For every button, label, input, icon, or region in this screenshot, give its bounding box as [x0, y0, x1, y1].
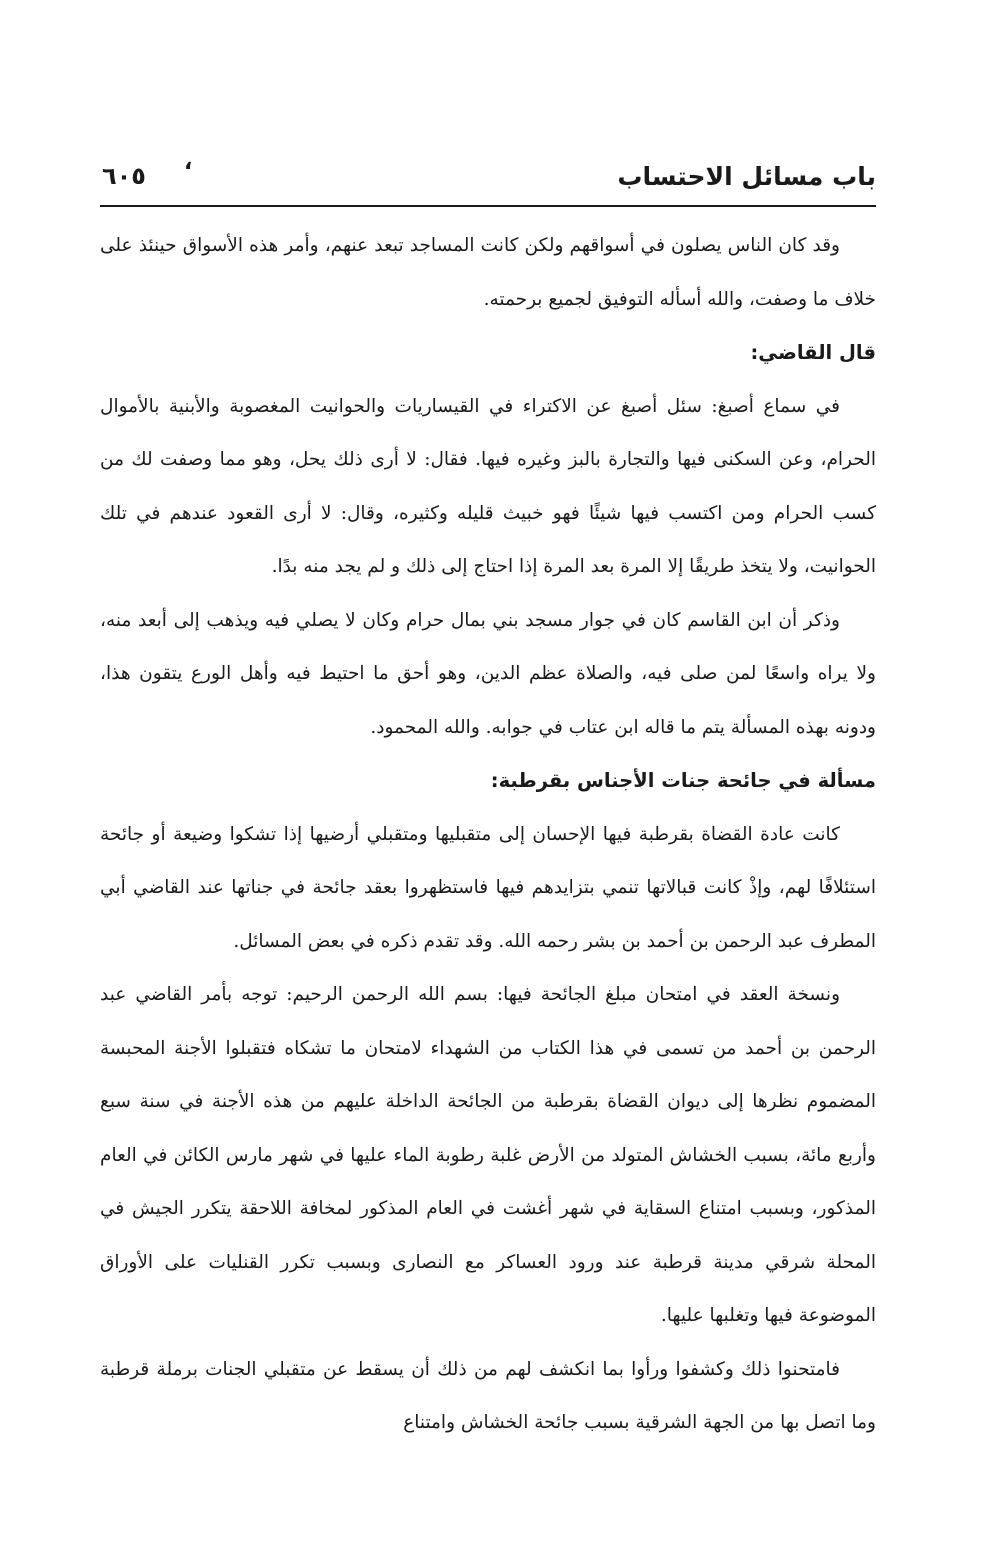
section-heading: مسألة في جائحة جنات الأجناس بقرطبة:: [490, 769, 876, 792]
page-body: [100, 219, 876, 1450]
paragraph: وقد كان الناس يصلون في أسواقهم ولكن كانت المساجد تبعد عنهم، وأمر هذه الأسواق حينئذ على خلاف ما وصفت، والله أسأله التوفيق لجميع برحمته.: [100, 235, 876, 310]
paragraph: ونسخة العقد في امتحان مبلغ الجائحة فيها: بسم الله الرحمن الرحيم: توجه بأمر القاضي عبد الرحمن بن أحمد من تسمى في هذا الكتاب من الشهداء لامتحان ما تشكاه فتقبلوا الأجنة المحبسة المضموم نظرها إلى ديوان القضاة بقرطبة من الجائحة الداخلة عليهم من هذه الأجنة في سنة سبع وأربع مائة، بسبب الخشاش المتولد من الأرض غلبة رطوبة الماء عليها في شهر مارس الكائن في العام المذكور، وبسبب امتناع السقاية في شهر أغشت في العام المذكور لمخافة اللاحقة يتكرر الجيش في المحلة شرقي مدينة قرطبة عند ورود العساكر مع النصارى وبسبب تكرر القنليات على الأوراق الموضوعة فيها وتغلبها عليها.: [100, 984, 876, 1326]
running-header: [100, 150, 876, 202]
paragraph: وذكر أن ابن القاسم كان في جوار مسجد بني بمال حرام وكان لا يصلي فيه ويذهب إلى أبعد منه، ولا يراه واسعًا لمن صلى فيه، والصلاة عظم الدين، وهو أحق ما احتيط فيه وأهل الورع يتقون هذا، ودونه بهذه المسألة يتم ما قاله ابن عتاب في جوابه. والله المحمود.: [100, 609, 876, 738]
page-number: ٦٠٥: [102, 162, 146, 190]
chapter-title: باب مسائل الاحتساب: [617, 162, 876, 191]
paragraph: في سماع أصبغ: سئل أصبغ عن الاكتراء في القيساريات والحوانيت المغصوبة والأبنية بالأموال الحرام، وعن السكنى فيها والتجارة بالبز وغيره فيها. فقال: لا أرى ذلك يحل، وهو مما وصفت لك من كسب الحرام ومن اكتسب فيها شيئًا فهو خبيث قليله وكثيره، وقال: لا أرى القعود عندهم في تلك الحوانيت، ولا يتخذ طريقًا إلا المرة بعد المرة إذا احتاج إلى ذلك و لم يجد منه بدًا.: [100, 395, 876, 577]
section-heading: قال القاضي:: [750, 341, 876, 364]
header-rule: [100, 205, 876, 207]
header-mark: ،: [184, 150, 193, 175]
paragraph: فامتحنوا ذلك وكشفوا ورأوا بما انكشف لهم من ذلك أن يسقط عن متقبلي الجنات برملة قرطبة وما اتصل بها من الجهة الشرقية بسبب جائحة الخشاش وامتناع: [100, 1358, 876, 1433]
paragraph: كانت عادة القضاة بقرطبة فيها الإحسان إلى متقبليها ومتقبلي أرضيها إذا تشكوا وضيعة أو جائحة استئلافًا لهم، وإذْ كانت قبالاتها تنمي بتزايدهم فيها فاستظهروا بعقد جائحة في جناتها عند القاضي أبي المطرف عبد الرحمن بن أحمد بن بشر رحمه الله. وقد تقدم ذكره في بعض المسائل.: [100, 823, 876, 952]
